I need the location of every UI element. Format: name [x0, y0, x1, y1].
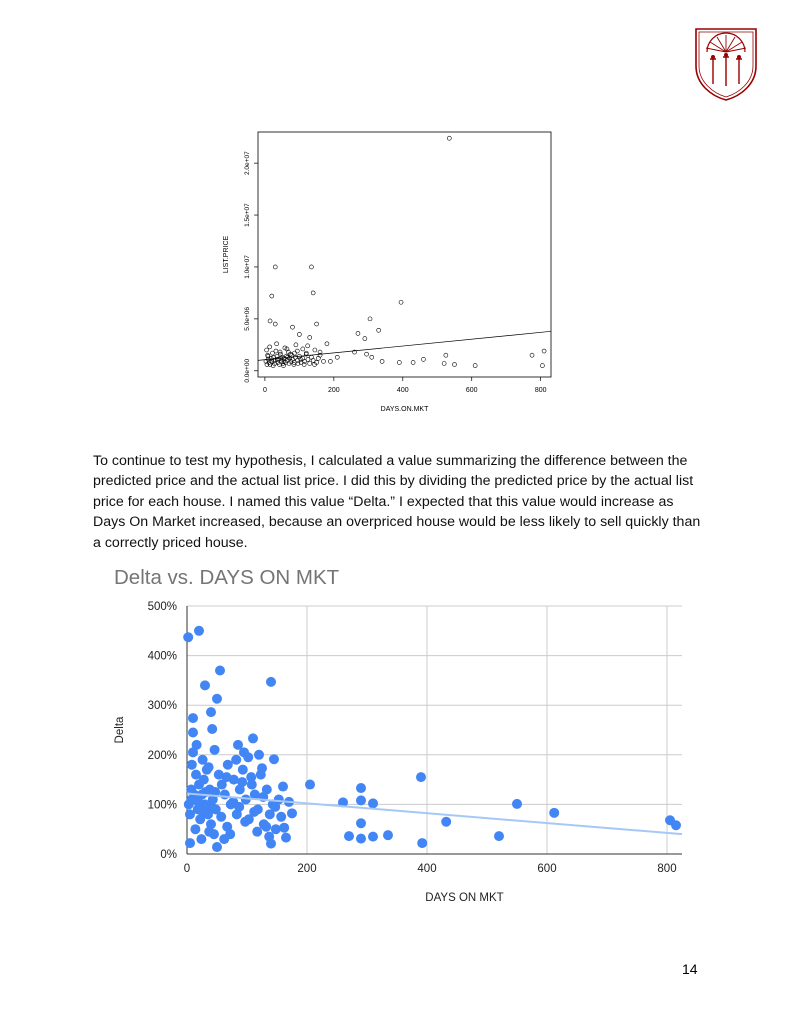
x-tick-label: 200 [297, 863, 317, 875]
data-point [194, 626, 204, 636]
data-point [256, 770, 266, 780]
data-point [447, 136, 451, 140]
data-point [275, 342, 279, 346]
x-tick-label: 0 [262, 387, 267, 394]
data-point [207, 724, 217, 734]
data-point [246, 772, 256, 782]
data-point [294, 343, 298, 347]
data-point [210, 745, 220, 755]
data-point [368, 798, 378, 808]
data-point [265, 348, 269, 352]
data-point [192, 740, 202, 750]
data-point [190, 824, 200, 834]
data-point [321, 359, 325, 363]
x-tick-label: 400 [417, 863, 437, 875]
data-point [356, 331, 360, 335]
data-point [370, 355, 374, 359]
data-point [444, 353, 448, 357]
data-point [261, 822, 271, 832]
data-point [671, 820, 681, 830]
x-tick-label: 600 [537, 863, 557, 875]
data-point [270, 802, 280, 812]
data-point [512, 799, 522, 809]
data-point [416, 772, 426, 782]
data-point [264, 832, 274, 842]
data-point [268, 345, 272, 349]
data-point [399, 300, 403, 304]
data-point [187, 760, 197, 770]
data-point [278, 782, 288, 792]
data-point [309, 265, 313, 269]
data-point [383, 830, 393, 840]
data-point [452, 363, 456, 367]
usc-seal-icon [693, 26, 759, 102]
x-tick-label: 800 [657, 863, 677, 875]
data-point [411, 360, 415, 364]
x-tick-label: 600 [465, 387, 478, 394]
data-point [270, 294, 274, 298]
y-tick-label: 100% [147, 799, 177, 812]
x-tick-label: 400 [396, 387, 409, 394]
data-point [237, 777, 247, 787]
y-tick-label: 200% [147, 749, 177, 762]
data-point [306, 344, 310, 348]
data-point [248, 733, 258, 743]
data-point [223, 760, 233, 770]
data-point [268, 319, 272, 323]
data-point [494, 831, 504, 841]
data-point [301, 347, 305, 351]
data-point [215, 665, 225, 675]
y-tick-label: 400% [147, 650, 177, 663]
data-point [185, 809, 195, 819]
data-point [200, 680, 210, 690]
data-point [549, 808, 559, 818]
y-tick-label: 300% [147, 700, 177, 713]
data-point [185, 838, 195, 848]
data-point [273, 265, 277, 269]
data-point [308, 362, 312, 366]
data-point [234, 802, 244, 812]
data-point [271, 824, 281, 834]
data-point [188, 713, 198, 723]
data-point [279, 823, 289, 833]
data-point [204, 762, 214, 772]
x-tick-label: 200 [327, 387, 340, 394]
data-point [276, 812, 286, 822]
data-point [238, 765, 248, 775]
list-price-scatter-plot [218, 122, 560, 430]
data-point [269, 754, 279, 764]
data-point [530, 353, 534, 357]
y-tick-label: 2.0e+07 [244, 151, 251, 175]
data-point [308, 336, 312, 340]
data-point [313, 348, 317, 352]
y-tick-label: 5.0e+06 [244, 307, 251, 331]
data-point [368, 317, 372, 321]
data-point [254, 750, 264, 760]
data-point [542, 349, 546, 353]
data-point [274, 349, 278, 353]
y-tick-label: 0% [160, 849, 177, 861]
data-point [240, 817, 250, 827]
data-point [207, 802, 217, 812]
data-point [198, 807, 208, 817]
data-point [204, 827, 214, 837]
data-point [325, 342, 329, 346]
data-point [311, 291, 315, 295]
data-point [368, 832, 378, 842]
x-tick-label: 0 [183, 863, 191, 875]
data-point [344, 831, 354, 841]
data-point [252, 827, 262, 837]
data-point [243, 752, 253, 762]
delta-scatter-chart [100, 594, 700, 914]
data-point [287, 808, 297, 818]
y-axis-label: LIST.PRICE [223, 235, 230, 274]
data-point [225, 829, 235, 839]
y-tick-label: 1.0e+07 [244, 255, 251, 279]
data-point [273, 322, 277, 326]
data-point [377, 328, 381, 332]
plot-frame [258, 132, 551, 377]
x-axis-label: DAYS.ON.MKT [380, 406, 429, 413]
data-point [188, 727, 198, 737]
data-point [540, 364, 544, 368]
data-point [417, 838, 427, 848]
data-point [290, 325, 294, 329]
data-point [356, 795, 366, 805]
data-point [421, 357, 425, 361]
data-point [356, 818, 366, 828]
data-point [315, 322, 319, 326]
data-point [266, 677, 276, 687]
data-point [473, 364, 477, 368]
data-point [328, 359, 332, 363]
data-point [397, 360, 401, 364]
data-point [441, 817, 451, 827]
data-point [363, 337, 367, 341]
body-paragraph: To continue to test my hypothesis, I calculated a value summarizing the difference between the predicted price and the actual list price. I did this by dividing the predicted price by the actual list price for each house. I named this value “Delta.” I expected that this value would increase as Days On Market increased, because an overpriced house would be less likely to sell quickly than a correctly priced house. [93, 453, 701, 551]
data-point [249, 807, 259, 817]
data-point [356, 783, 366, 793]
data-point [281, 833, 291, 843]
data-point [206, 707, 216, 717]
data-point [212, 694, 222, 704]
data-point [365, 352, 369, 356]
chart-title: Delta vs. DAYS ON MKT [114, 566, 340, 589]
trend-line [258, 331, 551, 360]
data-point [380, 359, 384, 363]
data-point [442, 362, 446, 366]
y-tick-label: 0.0e+00 [244, 358, 251, 383]
data-point [293, 351, 297, 355]
data-point [356, 834, 366, 844]
data-point [305, 780, 315, 790]
data-point [220, 789, 230, 799]
data-point [199, 775, 209, 785]
data-point [196, 834, 206, 844]
data-point [183, 632, 193, 642]
x-axis-label: DAYS ON MKT [425, 892, 504, 904]
data-point [212, 842, 222, 852]
data-point [222, 772, 232, 782]
data-point [297, 332, 301, 336]
y-axis-label: Delta [114, 716, 126, 744]
y-tick-label: 1.5e+07 [244, 203, 251, 227]
x-tick-label: 800 [534, 387, 547, 394]
data-point [193, 797, 203, 807]
data-point [216, 812, 226, 822]
data-point [335, 355, 339, 359]
y-tick-label: 500% [147, 601, 177, 613]
page-number: 14 [682, 961, 698, 977]
data-point [295, 349, 299, 353]
data-point [231, 755, 241, 765]
